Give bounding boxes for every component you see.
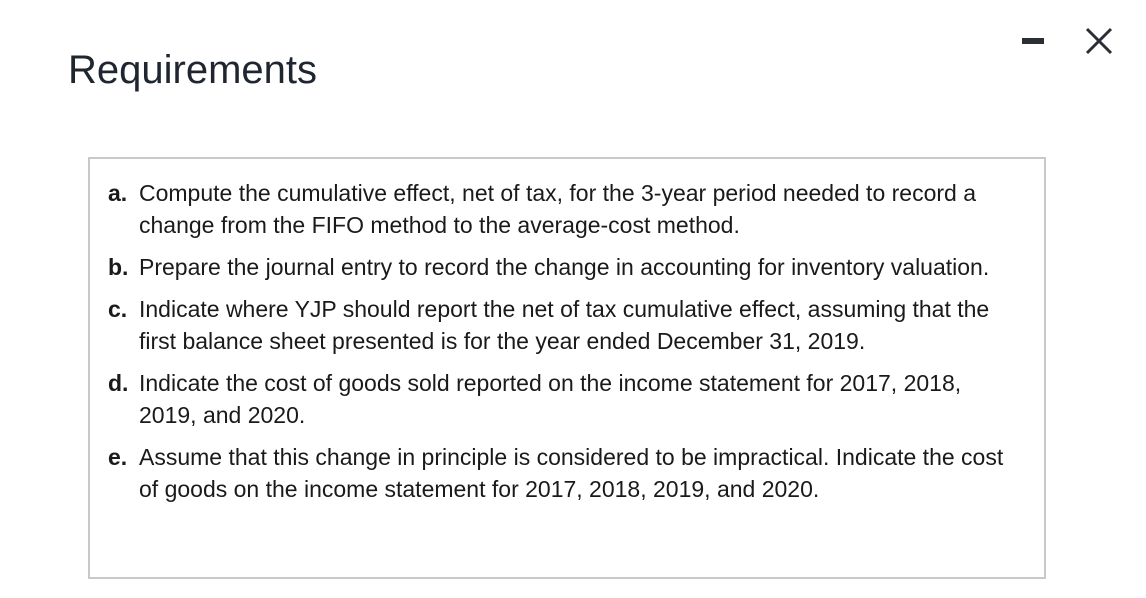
window-controls (1020, 24, 1116, 58)
dialog-title: Requirements (68, 48, 318, 92)
requirements-list (108, 177, 1014, 505)
requirement-text: Indicate the cost of goods sold reported on the income statement for 2017, 2018, 2019, and 2020. (139, 370, 962, 428)
requirement-text: Assume that this change in principle is considered to be impractical. Indicate the cost of goods on the income statement for 2017, 2018, 2019, and 2020. (139, 444, 1004, 502)
requirement-item-a (108, 177, 1014, 241)
minimize-icon (1022, 38, 1044, 44)
requirement-item-c (108, 293, 1014, 357)
requirement-letter: b. (108, 254, 129, 280)
close-button[interactable] (1082, 24, 1116, 58)
requirement-letter: c. (108, 296, 128, 322)
requirement-item-d (108, 367, 1014, 431)
requirements-box (88, 157, 1046, 579)
minimize-button[interactable] (1020, 25, 1046, 57)
requirement-text: Prepare the journal entry to record the change in accounting for inventory valuation. (139, 254, 990, 280)
requirement-letter: d. (108, 370, 129, 396)
requirement-item-e (108, 441, 1014, 505)
requirement-letter: e. (108, 444, 128, 470)
requirement-text: Compute the cumulative effect, net of tax, for the 3-year period needed to record a change from the FIFO method to the average-cost method. (139, 180, 977, 238)
close-icon (1084, 26, 1114, 56)
requirement-item-b (108, 251, 1014, 283)
requirement-text: Indicate where YJP should report the net of tax cumulative effect, assuming that the first balance sheet presented is for the year ended December 31, 2019. (139, 296, 990, 354)
requirement-letter: a. (108, 180, 128, 206)
